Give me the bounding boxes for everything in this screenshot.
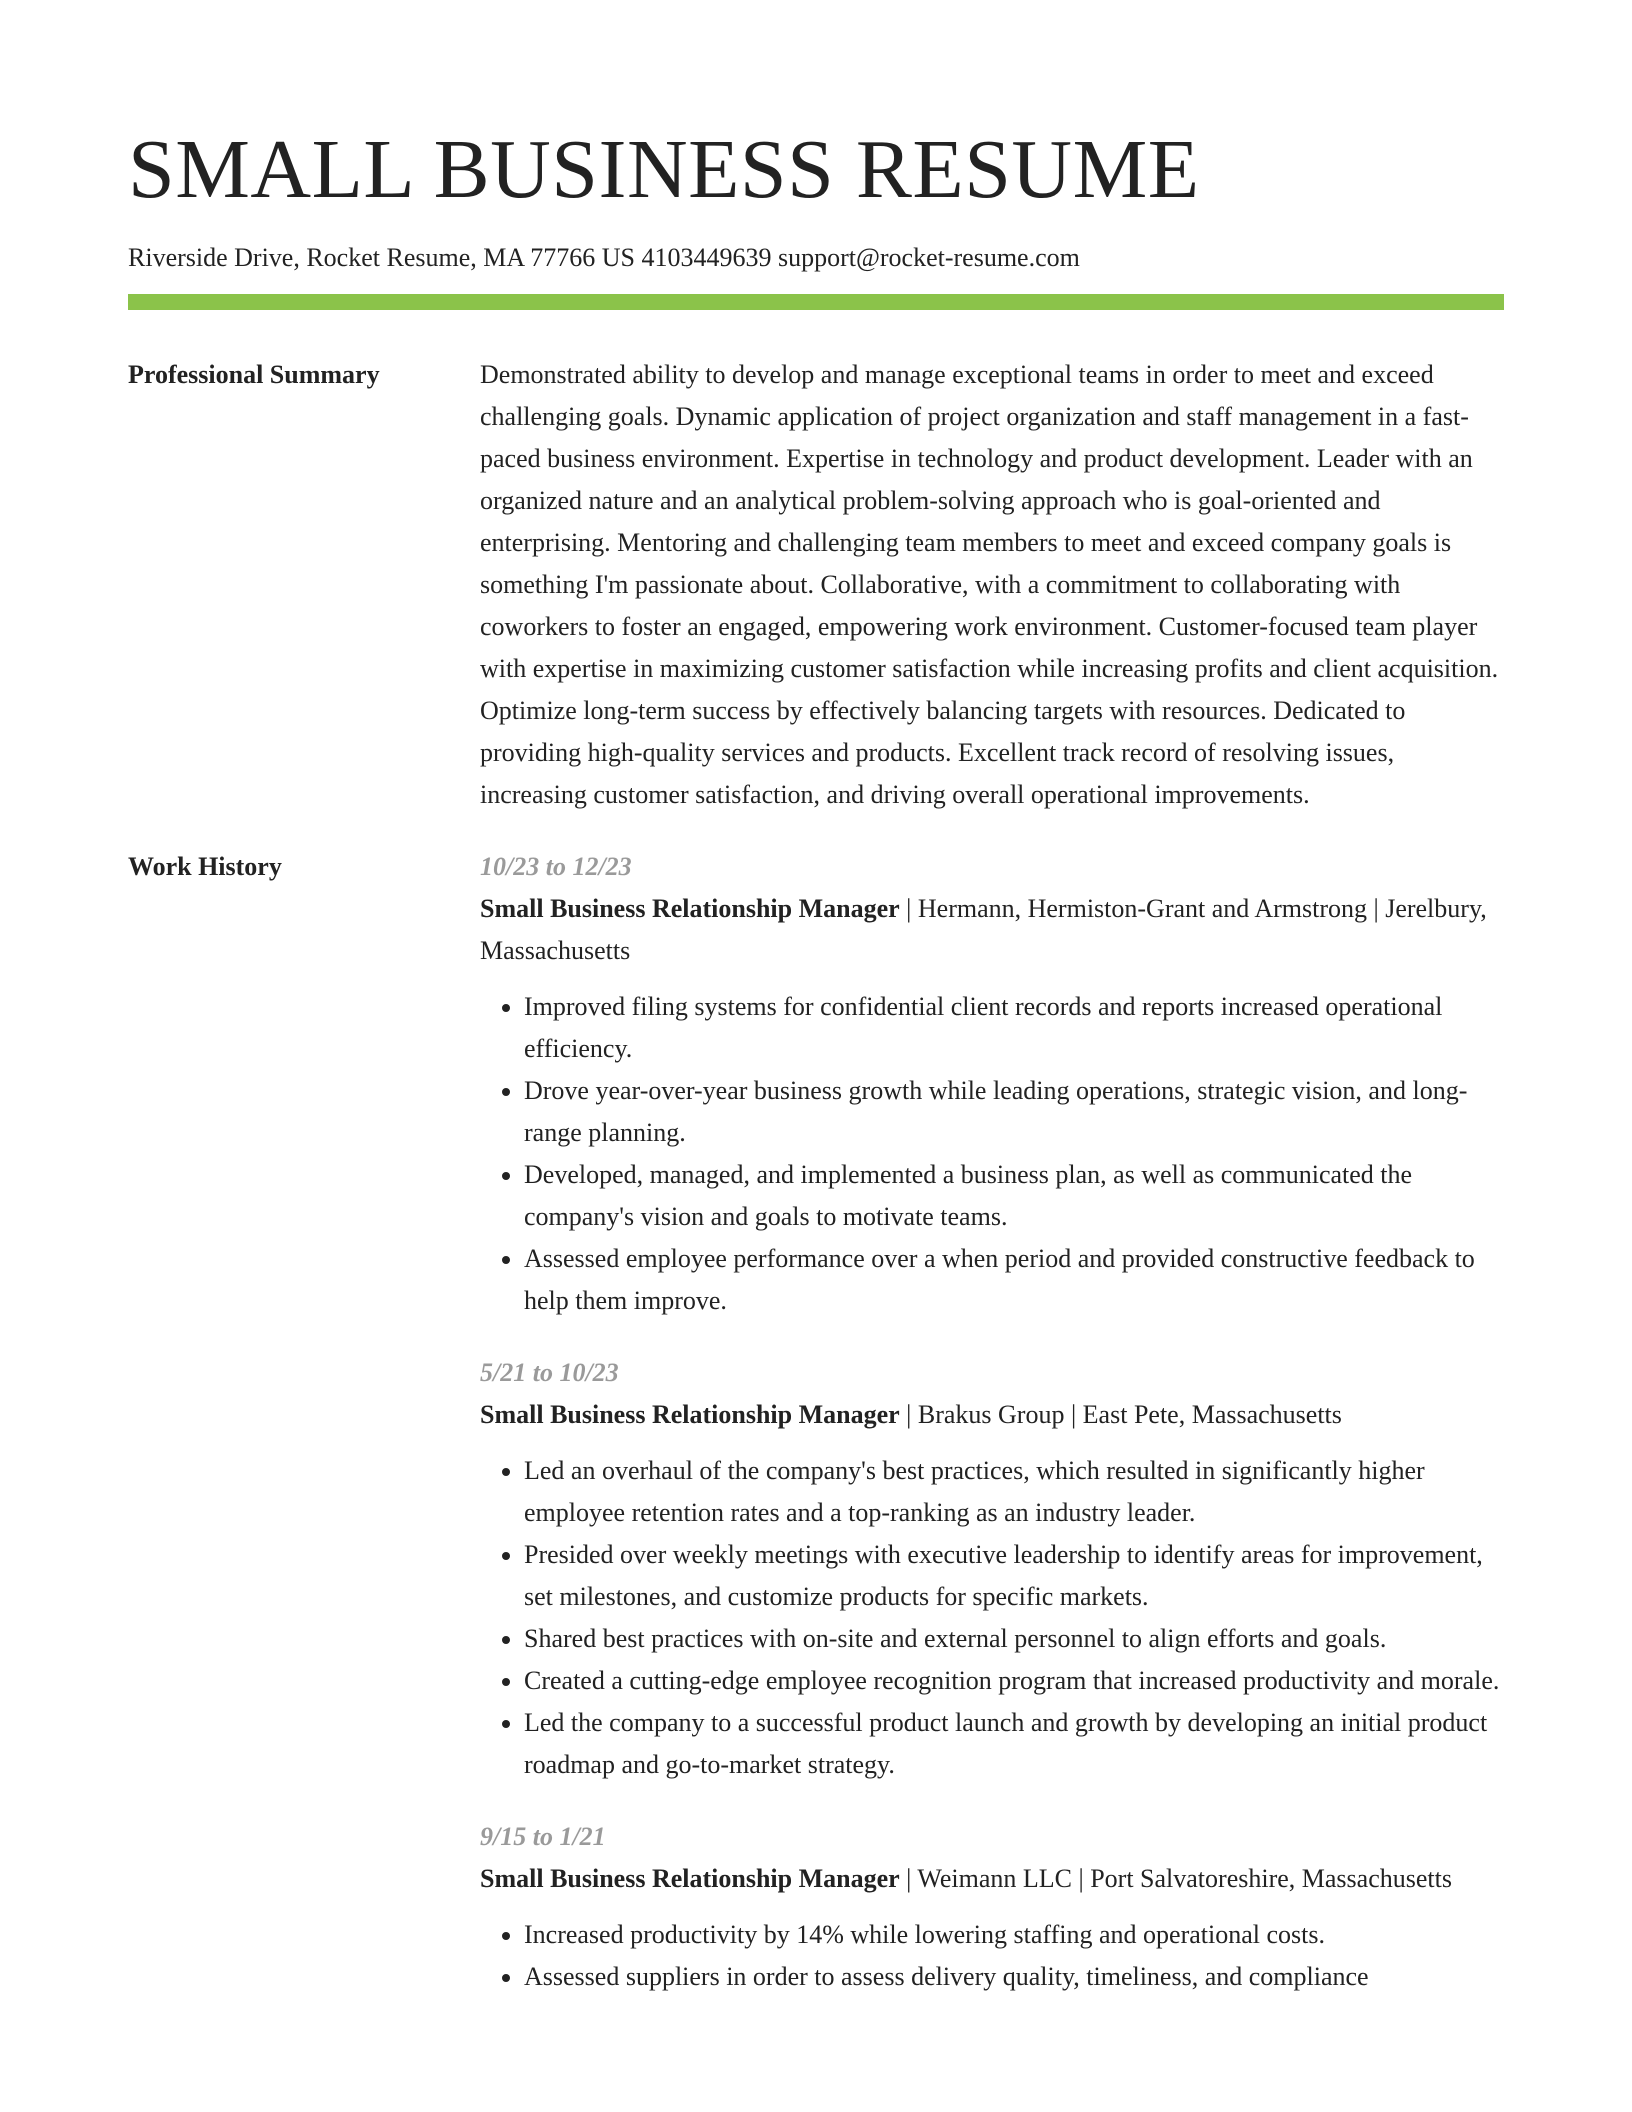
job-bullet: • Assessed suppliers in order to assess delivery quality, timeliness, and compliance <box>524 1956 1504 1998</box>
job-bullet: • Developed, managed, and implemented a business plan, as well as communicated the company's vision and goals to motivate teams. <box>524 1154 1504 1238</box>
job-title: Small Business Relationship Manager <box>480 1864 900 1893</box>
job-title: Small Business Relationship Manager <box>480 894 900 923</box>
header-divider <box>128 294 1504 310</box>
job-bullet: • Led the company to a successful product launch and growth by developing an initial product roadmap and go-to-market strategy. <box>524 1702 1504 1786</box>
work-history-body <box>480 846 1504 2028</box>
job-heading <box>480 1394 1504 1436</box>
job-details: | Hermann, Hermiston-Grant and Armstrong | Jerelbury, Massachusetts <box>480 894 1487 965</box>
job-dates: 10/23 to 12/23 <box>480 852 632 881</box>
job-bullet: • Presided over weekly meetings with executive leadership to identify areas for improvement, set milestones, and customize products for specific markets. <box>524 1534 1504 1618</box>
job-bullet-list <box>480 1450 1504 1786</box>
professional-summary-section <box>128 354 1504 816</box>
summary-text: Demonstrated ability to develop and manage exceptional teams in order to meet and exceed challenging goals. Dynamic application of project organization and staff management in a fast-paced business environment. Expertise in technology and product development. Leader with an organized nature and an analytical problem-solving approach who is goal-oriented and enterprising. Mentoring and challenging team members to meet and exceed company goals is something I'm passionate about. Collaborative, with a commitment to collaborating with coworkers to foster an engaged, empowering work environment. Customer-focused team player with expertise in maximizing customer satisfaction while increasing profits and client acquisition. Optimize long-term success by effectively balancing targets with resources. Dedicated to providing high-quality services and products. Excellent track record of resolving issues, increasing customer satisfaction, and driving overall operational improvements. <box>480 360 1499 809</box>
section-heading-summary: Professional Summary <box>128 360 380 389</box>
job-heading <box>480 888 1504 972</box>
job-bullet: • Drove year-over-year business growth while leading operations, strategic vision, and long-range planning. <box>524 1070 1504 1154</box>
job-bullet: • Improved filing systems for confidential client records and reports increased operational efficiency. <box>524 986 1504 1070</box>
summary-body <box>480 354 1504 816</box>
job-bullet: • Assessed employee performance over a when period and provided constructive feedback to help them improve. <box>524 1238 1504 1322</box>
job-title: Small Business Relationship Manager <box>480 1400 900 1429</box>
job-bullet: • Shared best practices with on-site and external personnel to align efforts and goals. <box>524 1618 1504 1660</box>
job-entry <box>480 1352 1504 1786</box>
resume-title: SMALL BUSINESS RESUME <box>128 123 1200 216</box>
job-entry <box>480 846 1504 1322</box>
job-heading <box>480 1858 1504 1900</box>
job-bullet: • Created a cutting-edge employee recognition program that increased productivity and morale. <box>524 1660 1504 1702</box>
section-heading-work-history: Work History <box>128 852 282 881</box>
job-bullet-list <box>480 986 1504 1322</box>
job-entry <box>480 1816 1504 1998</box>
job-bullet: • Led an overhaul of the company's best practices, which resulted in significantly higher employee retention rates and a top-ranking as an industry leader. <box>524 1450 1504 1534</box>
job-dates: 9/15 to 1/21 <box>480 1822 606 1851</box>
work-history-section <box>128 846 1504 2028</box>
job-dates: 5/21 to 10/23 <box>480 1358 619 1387</box>
job-bullet: • Increased productivity by 14% while lowering staffing and operational costs. <box>524 1914 1504 1956</box>
job-details: | Weimann LLC | Port Salvatoreshire, Massachusetts <box>899 1864 1452 1893</box>
job-details: | Brakus Group | East Pete, Massachusetts <box>899 1400 1342 1429</box>
job-bullet-list <box>480 1914 1504 1998</box>
resume-page <box>128 0 1504 2028</box>
contact-info: Riverside Drive, Rocket Resume, MA 77766 US 4103449639 support@rocket-resume.com <box>128 243 1080 272</box>
